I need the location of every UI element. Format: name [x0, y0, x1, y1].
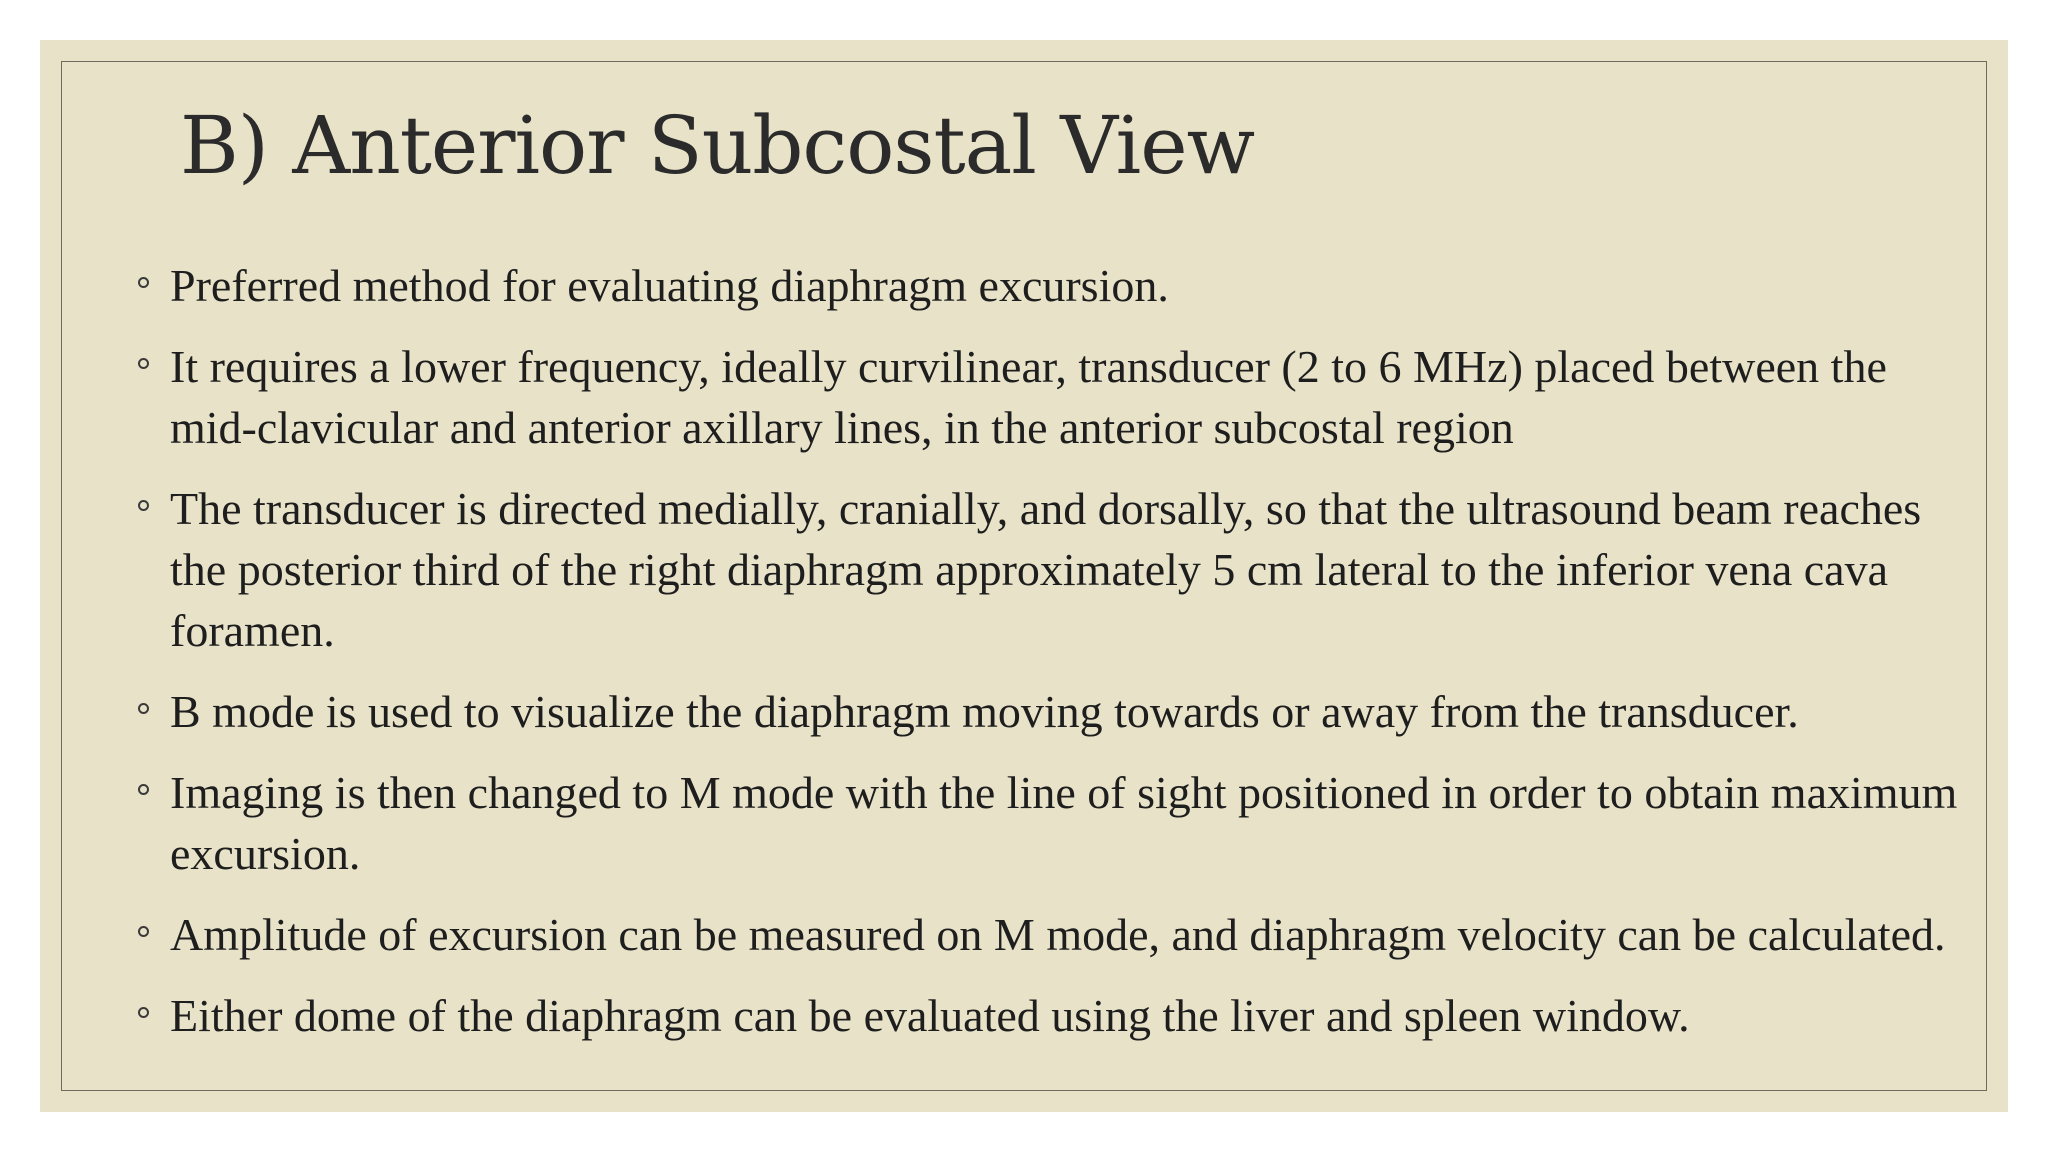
bullet-item	[138, 336, 1968, 458]
hollow-circle-bullet-icon	[138, 926, 149, 937]
slide	[40, 40, 2008, 1112]
bullet-item	[138, 681, 1968, 742]
bullet-text: Amplitude of excursion can be measured on M mode, and diaphragm velocity can be calculated.	[170, 909, 1946, 960]
hollow-circle-bullet-icon	[138, 703, 149, 714]
bullet-text: The transducer is directed medially, cranially, and dorsally, so that the ultrasound beam reaches the posterior third of the right diaphragm approximately 5 cm lateral to the inferior vena cava foramen.	[170, 483, 1922, 656]
bullet-item	[138, 762, 1968, 884]
bullet-text: B mode is used to visualize the diaphragm moving towards or away from the transducer.	[170, 686, 1799, 737]
hollow-circle-bullet-icon	[138, 277, 149, 288]
hollow-circle-bullet-icon	[138, 1007, 149, 1018]
bullet-item	[138, 478, 1968, 661]
hollow-circle-bullet-icon	[138, 500, 149, 511]
bullet-item	[138, 904, 1968, 965]
bullet-item	[138, 255, 1968, 316]
bullet-text: Either dome of the diaphragm can be evaluated using the liver and spleen window.	[170, 990, 1690, 1041]
slide-title: B) Anterior Subcostal View	[180, 99, 1255, 192]
bullet-text: Preferred method for evaluating diaphragm excursion.	[170, 260, 1169, 311]
bullet-item	[138, 985, 1968, 1046]
bullet-list	[138, 255, 1968, 1066]
hollow-circle-bullet-icon	[138, 358, 149, 369]
hollow-circle-bullet-icon	[138, 784, 149, 795]
bullet-text: It requires a lower frequency, ideally curvilinear, transducer (2 to 6 MHz) placed between the mid-clavicular and anterior axillary lines, in the anterior subcostal region	[170, 341, 1887, 453]
bullet-text: Imaging is then changed to M mode with the line of sight positioned in order to obtain maximum excursion.	[170, 767, 1958, 879]
